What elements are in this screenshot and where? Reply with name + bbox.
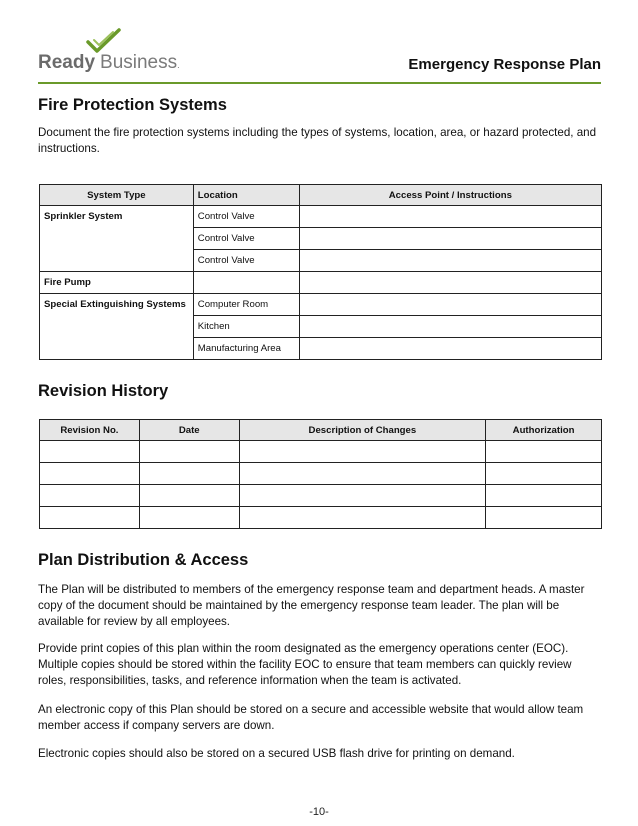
distribution-paragraph: Electronic copies should also be stored on a secured USB flash drive for printing on demand.: [38, 747, 515, 760]
authorization-cell[interactable]: [486, 441, 602, 463]
revision-history-table: [39, 419, 602, 529]
ready-business-logo: [38, 28, 218, 78]
header-rule: [38, 82, 601, 84]
authorization-cell[interactable]: [486, 507, 602, 529]
column-header: Date: [139, 420, 239, 441]
table-row: [40, 441, 602, 463]
logo-registered-mark: .: [177, 60, 180, 70]
access-instructions-cell[interactable]: [299, 294, 601, 316]
date-cell[interactable]: [139, 507, 239, 529]
checkmark-icon: [86, 28, 122, 54]
revision-table-header-row: [40, 420, 602, 441]
logo-wordmark: [38, 52, 180, 74]
access-instructions-cell[interactable]: [299, 272, 601, 294]
date-cell[interactable]: [139, 441, 239, 463]
date-cell[interactable]: [139, 485, 239, 507]
access-instructions-cell[interactable]: [299, 228, 601, 250]
column-header: Location: [193, 185, 299, 206]
location-cell: Manufacturing Area: [193, 338, 299, 360]
revision-no-cell[interactable]: [40, 485, 140, 507]
authorization-cell[interactable]: [486, 463, 602, 485]
distribution-paragraph: Provide print copies of this plan within the room designated as the emergency operations center (EOC). Multiple copies should be stored within the facility EOC to ensure that team members can quickly review roles, responsibilities, tasks, and reference information when the team is activated.: [38, 642, 572, 687]
column-header: Authorization: [486, 420, 602, 441]
logo-business-text: Business: [100, 52, 178, 73]
page-header: [38, 28, 601, 84]
table-row: [40, 463, 602, 485]
location-cell: Control Valve: [193, 228, 299, 250]
location-cell: Computer Room: [193, 294, 299, 316]
page-number: -10-: [309, 806, 329, 818]
fire-protection-intro: Document the fire protection systems including the types of systems, location, area, or hazard protected, and instructions.: [38, 126, 597, 155]
distribution-paragraph: The Plan will be distributed to members of the emergency response team and department heads. A master copy of the document should be maintained by the emergency response team leader. The plan will be available for review by all employees.: [38, 583, 585, 628]
fire-table-header-row: [40, 185, 602, 206]
access-instructions-cell[interactable]: [299, 338, 601, 360]
table-row: [40, 294, 602, 316]
table-row: [40, 272, 602, 294]
table-row: [40, 485, 602, 507]
system-type-cell: Sprinkler System: [40, 206, 194, 272]
access-instructions-cell[interactable]: [299, 206, 601, 228]
column-header: Revision No.: [40, 420, 140, 441]
logo-ready-text: Ready: [38, 52, 96, 73]
revision-no-cell[interactable]: [40, 441, 140, 463]
location-cell: Control Valve: [193, 206, 299, 228]
column-header: Description of Changes: [239, 420, 485, 441]
system-type-cell: Fire Pump: [40, 272, 194, 294]
description-cell[interactable]: [239, 441, 485, 463]
date-cell[interactable]: [139, 463, 239, 485]
access-instructions-cell[interactable]: [299, 250, 601, 272]
access-instructions-cell[interactable]: [299, 316, 601, 338]
authorization-cell[interactable]: [486, 485, 602, 507]
plan-distribution-heading: Plan Distribution & Access: [38, 551, 249, 569]
location-cell: Kitchen: [193, 316, 299, 338]
description-cell[interactable]: [239, 463, 485, 485]
location-cell: Control Valve: [193, 250, 299, 272]
fire-protection-heading: Fire Protection Systems: [38, 96, 227, 114]
revision-no-cell[interactable]: [40, 507, 140, 529]
table-row: [40, 507, 602, 529]
description-cell[interactable]: [239, 485, 485, 507]
description-cell[interactable]: [239, 507, 485, 529]
distribution-paragraph: An electronic copy of this Plan should be stored on a secure and accessible website that would allow team member access if company servers are down.: [38, 703, 584, 732]
fire-protection-table: [39, 184, 602, 360]
document-title: Emergency Response Plan: [408, 56, 601, 73]
column-header: System Type: [40, 185, 194, 206]
system-type-cell: Special Extinguishing Systems: [40, 294, 194, 360]
location-cell[interactable]: [193, 272, 299, 294]
revision-history-heading: Revision History: [38, 382, 169, 400]
revision-no-cell[interactable]: [40, 463, 140, 485]
column-header: Access Point / Instructions: [299, 185, 601, 206]
table-row: [40, 206, 602, 228]
